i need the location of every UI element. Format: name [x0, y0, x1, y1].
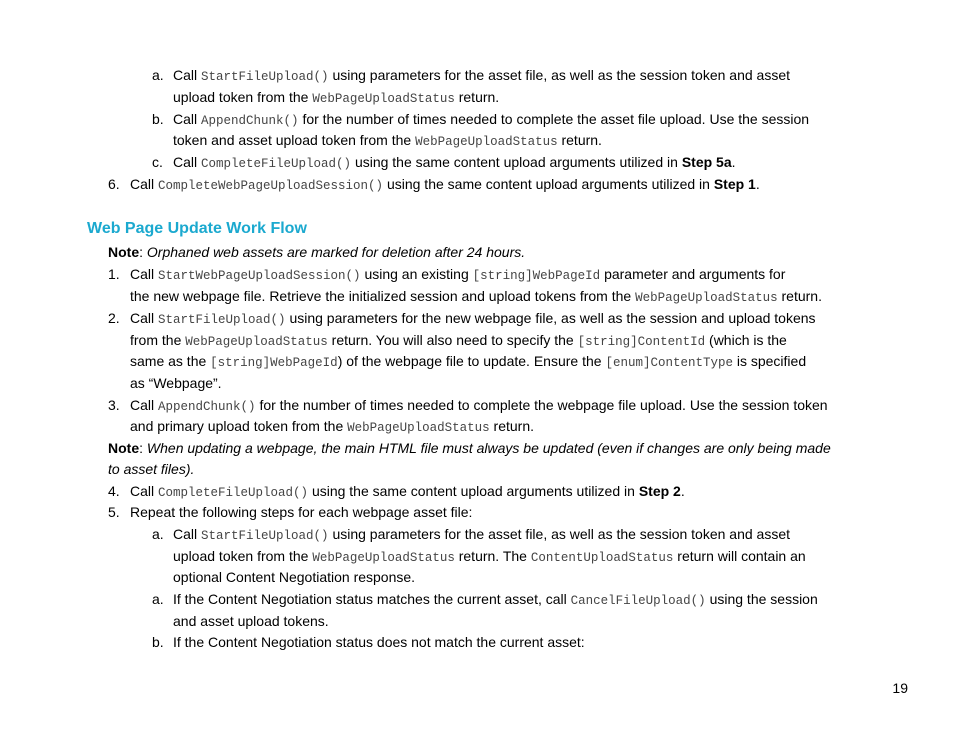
- step-reference: Step 1: [713, 176, 756, 192]
- list-marker: c.: [152, 154, 163, 170]
- list-item: [173, 152, 736, 174]
- code-ref: StartFileUpload(): [201, 70, 329, 84]
- list-item-continuation: [130, 351, 806, 373]
- text: using parameters for the new webpage file, as well as the session and upload tokens: [289, 310, 816, 326]
- text: return. The: [458, 548, 527, 564]
- text: Call: [173, 67, 198, 83]
- text: return.: [458, 89, 500, 105]
- list-marker: a.: [152, 591, 164, 607]
- page-number: 19: [892, 680, 908, 696]
- list-item: [173, 589, 818, 611]
- text: Call: [173, 154, 198, 170]
- note-text: Orphaned web assets are marked for deletion after 24 hours.: [146, 244, 526, 260]
- list-marker: 4.: [108, 483, 120, 499]
- list-item: [173, 109, 809, 131]
- text: .: [680, 483, 685, 499]
- list-item-continuation: [173, 546, 806, 568]
- step-reference: Step 5a: [681, 154, 732, 170]
- list-item-continuation: [173, 130, 602, 152]
- text: using an existing: [364, 266, 469, 282]
- note: [108, 242, 525, 262]
- code-ref: WebPageUploadStatus: [312, 92, 455, 106]
- code-ref: AppendChunk(): [201, 114, 299, 128]
- note-label: Note: [108, 440, 140, 456]
- list-item: [130, 308, 816, 330]
- text: Call: [130, 176, 155, 192]
- list-marker: a.: [152, 67, 164, 83]
- text: for the number of times needed to complete the asset file upload. Use the session: [302, 111, 810, 127]
- text: is specified: [736, 353, 807, 369]
- code-ref: WebPageUploadStatus: [312, 551, 455, 565]
- text: upload token from the: [173, 89, 309, 105]
- list-item: [130, 174, 760, 196]
- note-label: Note: [108, 244, 140, 260]
- code-ref: [string]ContentId: [577, 335, 706, 349]
- text: .: [755, 176, 760, 192]
- code-ref: StartFileUpload(): [158, 313, 286, 327]
- code-ref: ContentUploadStatus: [530, 551, 674, 565]
- text: If the Content Negotiation status does not match the current asset:: [173, 634, 585, 650]
- list-item-continuation: [173, 611, 329, 631]
- list-marker: b.: [152, 111, 164, 127]
- text: Call: [130, 266, 155, 282]
- list-marker: a.: [152, 526, 164, 542]
- list-item: [173, 65, 790, 87]
- text: Call: [130, 397, 155, 413]
- code-ref: AppendChunk(): [158, 400, 256, 414]
- list-marker: b.: [152, 634, 164, 650]
- text: :: [139, 244, 144, 260]
- text: same as the: [130, 353, 207, 369]
- list-marker: 5.: [108, 504, 120, 520]
- text: using the session: [709, 591, 818, 607]
- text: Call: [173, 111, 198, 127]
- text: return.: [781, 288, 822, 304]
- text: upload token from the: [173, 548, 309, 564]
- code-ref: StartWebPageUploadSession(): [158, 269, 361, 283]
- list-marker: 3.: [108, 397, 120, 413]
- text: (which is the: [709, 332, 787, 348]
- list-item-continuation: [130, 416, 534, 438]
- code-ref: CompleteFileUpload(): [158, 486, 309, 500]
- code-ref: WebPageUploadStatus: [415, 135, 558, 149]
- text: the new webpage file. Retrieve the initialized session and upload tokens from the: [130, 288, 632, 304]
- text: parameter and arguments for: [604, 266, 786, 282]
- text: If the Content Negotiation status matches the current asset, call: [173, 591, 567, 607]
- list-marker: 1.: [108, 266, 120, 282]
- list-item-continuation: [130, 330, 787, 352]
- list-item-continuation: [173, 87, 499, 109]
- code-ref: StartFileUpload(): [201, 529, 329, 543]
- list-item: [130, 395, 828, 417]
- code-ref: [string]WebPageId: [472, 269, 601, 283]
- list-marker: 2.: [108, 310, 120, 326]
- text: from the: [130, 332, 182, 348]
- text: and primary upload token from the: [130, 418, 344, 434]
- text: :: [139, 440, 144, 456]
- list-item: [173, 524, 790, 546]
- text: Call: [130, 483, 155, 499]
- text: token and asset upload token from the: [173, 132, 412, 148]
- text: Call: [130, 310, 155, 326]
- text: ) of the webpage file to update. Ensure the: [337, 353, 602, 369]
- step-reference: Step 2: [638, 483, 681, 499]
- text: return.: [493, 418, 535, 434]
- note-text: to asset files).: [108, 461, 195, 477]
- code-ref: [string]WebPageId: [210, 356, 338, 370]
- text: using the same content upload arguments utilized in: [386, 176, 710, 192]
- note-continuation: [108, 459, 194, 479]
- code-ref: [enum]ContentType: [605, 356, 733, 370]
- code-ref: WebPageUploadStatus: [347, 421, 490, 435]
- list-item: [130, 481, 685, 503]
- section-heading: Web Page Update Work Flow: [87, 220, 307, 237]
- list-item: [130, 264, 785, 286]
- text: optional Content Negotiation response.: [173, 569, 416, 585]
- text: as “Webpage”.: [130, 375, 222, 391]
- text: Repeat the following steps for each webpage asset file:: [130, 504, 473, 520]
- text: using parameters for the asset file, as well as the session token and asset: [332, 526, 791, 542]
- text: return. You will also need to specify the: [331, 332, 574, 348]
- code-ref: CompleteWebPageUploadSession(): [158, 179, 384, 193]
- note-text: When updating a webpage, the main HTML file must always be updated (even if changes are only being made: [146, 440, 831, 456]
- text: .: [731, 154, 736, 170]
- text: return will contain an: [677, 548, 806, 564]
- list-marker: 6.: [108, 176, 120, 192]
- text: return.: [561, 132, 602, 148]
- list-item-continuation: [130, 286, 822, 308]
- list-item: [130, 502, 472, 522]
- code-ref: CompleteFileUpload(): [201, 157, 352, 171]
- list-item-continuation: [173, 567, 415, 587]
- text: using the same content upload arguments utilized in: [311, 483, 635, 499]
- text: using parameters for the asset file, as well as the session token and asset: [332, 67, 791, 83]
- list-item: [173, 632, 585, 652]
- note: [108, 438, 831, 458]
- code-ref: WebPageUploadStatus: [635, 291, 778, 305]
- code-ref: WebPageUploadStatus: [185, 335, 328, 349]
- list-item-continuation: [130, 373, 222, 393]
- text: Call: [173, 526, 198, 542]
- text: using the same content upload arguments utilized in: [354, 154, 678, 170]
- text: and asset upload tokens.: [173, 613, 329, 629]
- text: for the number of times needed to complete the webpage file upload. Use the session token: [259, 397, 828, 413]
- code-ref: CancelFileUpload(): [570, 594, 706, 608]
